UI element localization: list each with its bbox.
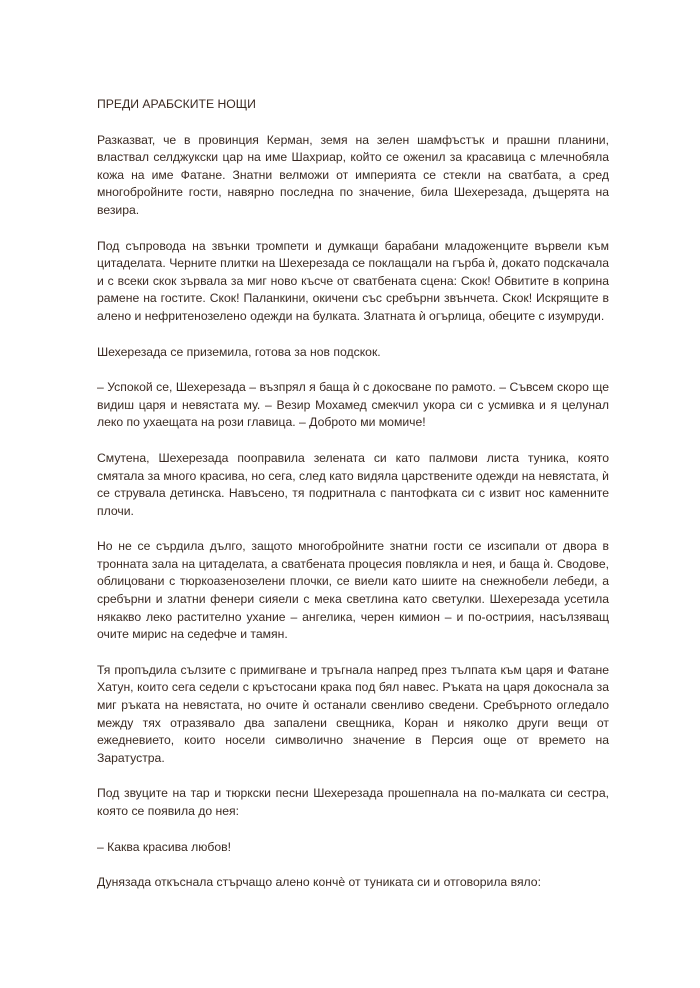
- paragraph: Шехерезада се приземила, готова за нов подскок.: [97, 344, 381, 359]
- paragraph: – Успокой се, Шехерезада – възпрял я баща ѝ с докосване по рамото. – Съвсем скоро ще видиш царя и невястата му. – Везир Мохамед смекчил укора си с усмивка и я целунал леко по ухаещата на рози главица. – Доброто ми момиче!: [97, 380, 609, 430]
- paragraph: Смутена, Шехерезада пооправила зелената си като палмови листа туника, която смятала за много красива, но сега, след като видяла царствените одежди на невястата, ѝ се струвала детинска. Навъсено, тя подритнала с пантофката си с извит нос каменните плочи.: [97, 450, 609, 518]
- paragraph: Тя пропъдила сълзите с примигване и тръгнала напред през тълпата към царя и Фатане Хатун, които сега седели с кръстосани крака под бял навес. Ръката на царя докоснала за миг ръката на невястата, но очите ѝ останали свенливо сведени. Сребърното огледало между тях отразявало два запалени свещника, Коран и няколко други вещи от ежедневието, които носели символично значение в Персия още от времето на Заратустра.: [97, 662, 609, 765]
- paragraph: Под звуците на тар и тюркски песни Шехерезада прошепнала на по-малката си сестра, която се появила до нея:: [97, 786, 609, 818]
- paragraph: – Каква красива любов!: [97, 839, 232, 854]
- paragraph: Под съпровода на звънки тромпети и думкащи барабани младоженците вървели към цитаделата. Черните плитки на Шехерезада се поклащали на гърба ѝ, докато подскачала и с всеки скок зървала за миг ново късче от сватбената сцена: Скок! Обвитите в коприна рамене на гостите. Скок! Паланкини, окичени със сребърни звънчета. Скок! Искрящите в алено и нефритенозелено одежди на булката. Златната ѝ огърлица, обеците с изумруди.: [97, 238, 609, 323]
- document-body: [97, 96, 609, 910]
- paragraph: Разказват, че в провинция Керман, земя на зелен шамфъстък и прашни планини, властвал селджукски цар на име Шахриар, който се оженил за красавица с млечнобяла кожа на име Фатане. Знатни велможи от империята се стекли на сватбата, а сред многобройните гости, навярно последна по значение, била Шехерезада, дъщерята на везира.: [97, 132, 609, 217]
- document-title: ПРЕДИ АРАБСКИТЕ НОЩИ: [97, 97, 256, 111]
- paragraph: Но не се сърдила дълго, защото многобройните знатни гости се изсипали от двора в тронната зала на цитаделата, а сватбената процесия повлякла и нея, и баща ѝ. Сводове, облицовани с тюркоазенозелени плочки, се виели като шиите на снежнобели лебеди, а сребърни и златни фенери сияели с мека светлина като светулки. Шехерезада усетила някакво леко растително ухание – ангелика, черен кимион – и по-остриия, насълзяващ очите мирис на седефче и тамян.: [97, 539, 609, 642]
- paragraph: Дунязада откъснала стърчащо алено кончѐ от туниката си и отговорила вяло:: [97, 875, 541, 890]
